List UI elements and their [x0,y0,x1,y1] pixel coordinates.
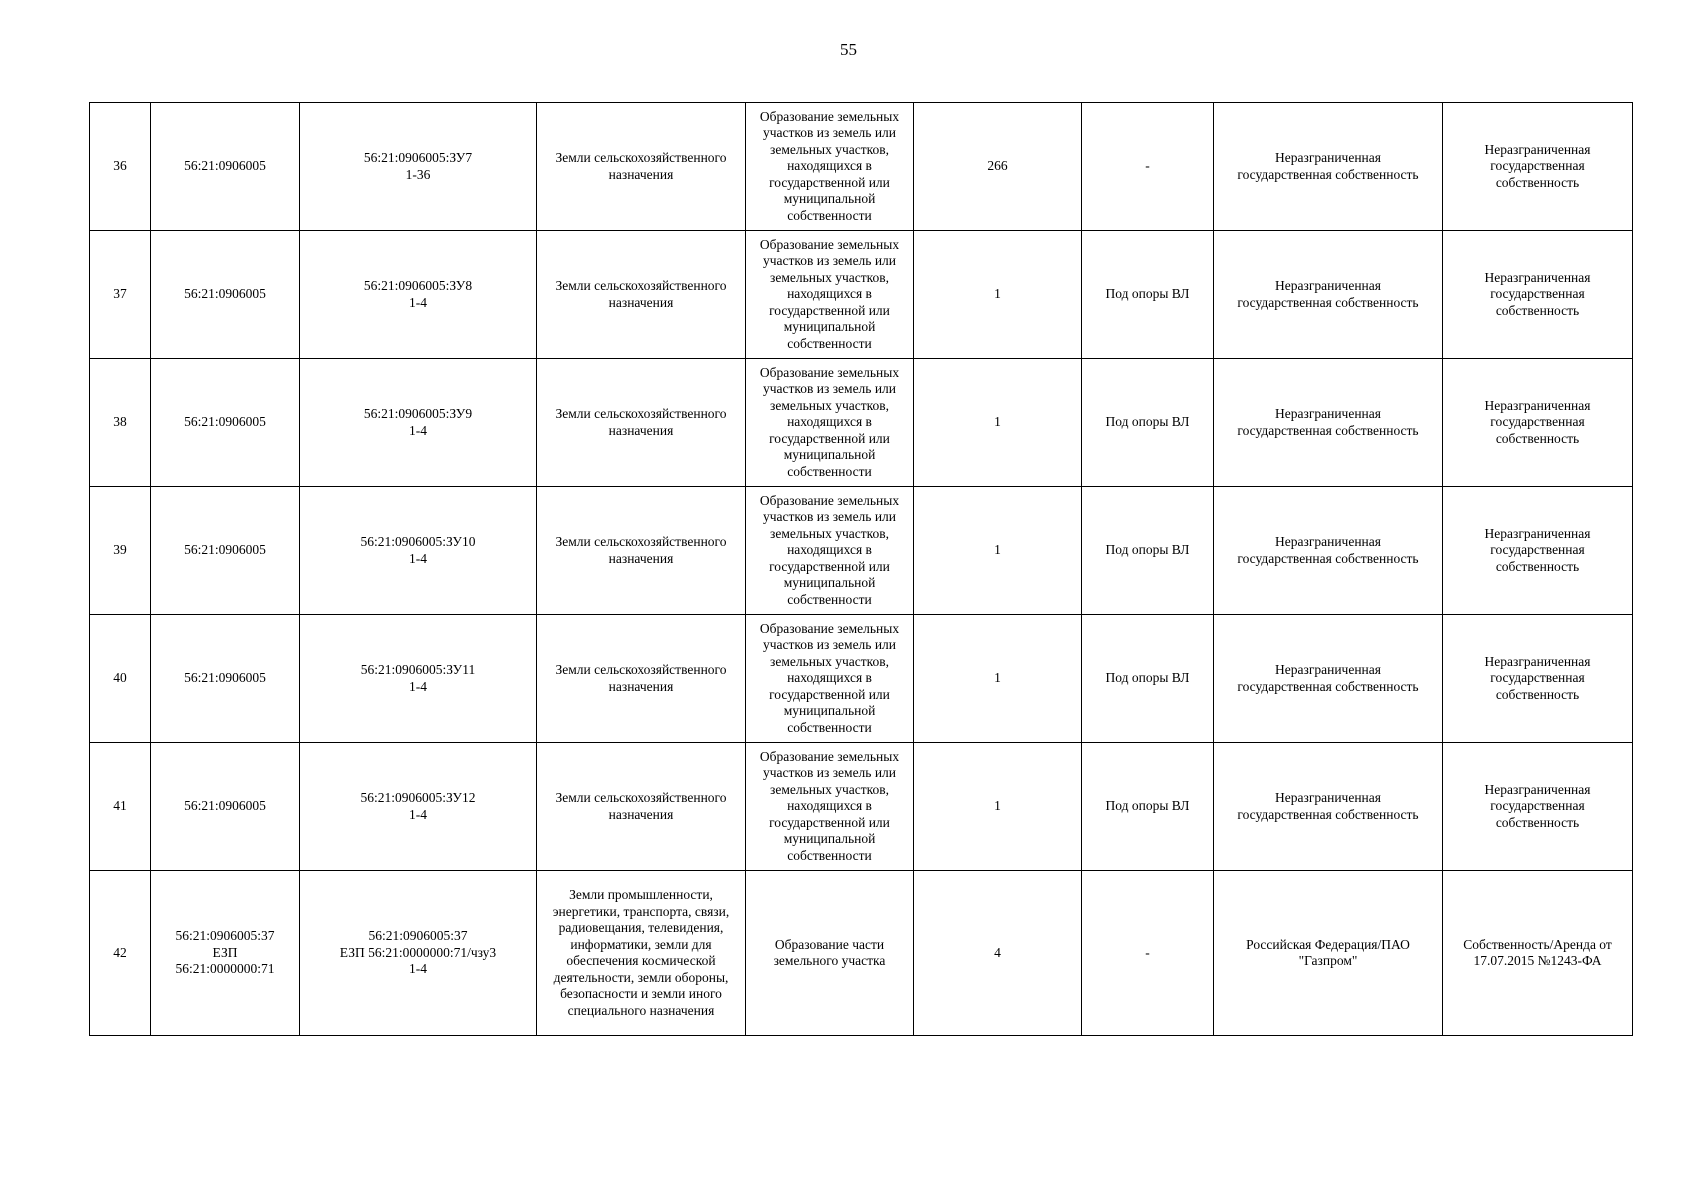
cell-land-category: Земли промышленности, энергетики, транспорта, связи, радиовещания, телевидения, информатики, земли для обеспечения космической деятельности, земли обороны, безопасности и земли иного специального назначения [537,871,746,1036]
cell-right-type: Неразграниченная государственная собственность [1443,743,1633,871]
cell-row-number: 39 [90,487,151,615]
cell-purpose: Под опоры ВЛ [1082,487,1214,615]
cell-area: 1 [914,615,1082,743]
cell-area: 1 [914,359,1082,487]
cell-right-type: Неразграниченная государственная собственность [1443,615,1633,743]
cell-formation-method: Образование части земельного участка [746,871,914,1036]
cell-purpose: Под опоры ВЛ [1082,359,1214,487]
cell-row-number: 41 [90,743,151,871]
cell-land-category: Земли сельскохозяйственного назначения [537,103,746,231]
cell-formation-method: Образование земельных участков из земель или земельных участков, находящихся в государственной или муниципальной собственности [746,487,914,615]
cell-land-category: Земли сельскохозяйственного назначения [537,743,746,871]
cell-owner: Неразграниченная государственная собственность [1214,487,1443,615]
cell-plot-designation: 56:21:0906005:ЗУ10 1-4 [300,487,537,615]
cell-owner: Российская Федерация/ПАО "Газпром" [1214,871,1443,1036]
cell-cadastral-block: 56:21:0906005:37 ЕЗП 56:21:0000000:71 [151,871,300,1036]
cell-area: 266 [914,103,1082,231]
cell-right-type: Неразграниченная государственная собственность [1443,359,1633,487]
cell-cadastral-block: 56:21:0906005 [151,743,300,871]
cell-owner: Неразграниченная государственная собственность [1214,743,1443,871]
cell-cadastral-block: 56:21:0906005 [151,103,300,231]
cell-plot-designation: 56:21:0906005:ЗУ7 1-36 [300,103,537,231]
cell-purpose: Под опоры ВЛ [1082,231,1214,359]
cell-right-type: Неразграниченная государственная собственность [1443,103,1633,231]
page-number: 55 [840,40,857,59]
cell-purpose: - [1082,871,1214,1036]
table-row [90,103,1633,231]
cell-area: 1 [914,743,1082,871]
cell-row-number: 36 [90,103,151,231]
cell-row-number: 40 [90,615,151,743]
cell-cadastral-block: 56:21:0906005 [151,615,300,743]
table-row [90,359,1633,487]
cell-area: 1 [914,231,1082,359]
cell-purpose: - [1082,103,1214,231]
cell-owner: Неразграниченная государственная собственность [1214,103,1443,231]
cell-row-number: 37 [90,231,151,359]
table-row [90,871,1633,1036]
cell-area: 1 [914,487,1082,615]
cell-owner: Неразграниченная государственная собственность [1214,615,1443,743]
cell-plot-designation: 56:21:0906005:ЗУ12 1-4 [300,743,537,871]
table-row [90,487,1633,615]
land-plots-table [89,102,1633,1036]
cell-cadastral-block: 56:21:0906005 [151,487,300,615]
cell-formation-method: Образование земельных участков из земель или земельных участков, находящихся в государственной или муниципальной собственности [746,359,914,487]
table-row [90,615,1633,743]
cell-plot-designation: 56:21:0906005:ЗУ8 1-4 [300,231,537,359]
cell-plot-designation: 56:21:0906005:37 ЕЗП 56:21:0000000:71/чзу3 1-4 [300,871,537,1036]
cell-land-category: Земли сельскохозяйственного назначения [537,231,746,359]
cell-plot-designation: 56:21:0906005:ЗУ11 1-4 [300,615,537,743]
cell-right-type: Неразграниченная государственная собственность [1443,231,1633,359]
table-row [90,231,1633,359]
cell-cadastral-block: 56:21:0906005 [151,359,300,487]
cell-formation-method: Образование земельных участков из земель или земельных участков, находящихся в государственной или муниципальной собственности [746,103,914,231]
cell-land-category: Земли сельскохозяйственного назначения [537,359,746,487]
cell-purpose: Под опоры ВЛ [1082,743,1214,871]
cell-area: 4 [914,871,1082,1036]
cell-purpose: Под опоры ВЛ [1082,615,1214,743]
cell-right-type: Неразграниченная государственная собственность [1443,487,1633,615]
cell-formation-method: Образование земельных участков из земель или земельных участков, находящихся в государственной или муниципальной собственности [746,743,914,871]
cell-formation-method: Образование земельных участков из земель или земельных участков, находящихся в государственной или муниципальной собственности [746,231,914,359]
cell-owner: Неразграниченная государственная собственность [1214,359,1443,487]
cell-formation-method: Образование земельных участков из земель или земельных участков, находящихся в государственной или муниципальной собственности [746,615,914,743]
cell-row-number: 38 [90,359,151,487]
cell-owner: Неразграниченная государственная собственность [1214,231,1443,359]
cell-cadastral-block: 56:21:0906005 [151,231,300,359]
cell-right-type: Собственность/Аренда от 17.07.2015 №1243-ФА [1443,871,1633,1036]
cell-plot-designation: 56:21:0906005:ЗУ9 1-4 [300,359,537,487]
cell-land-category: Земли сельскохозяйственного назначения [537,615,746,743]
cell-land-category: Земли сельскохозяйственного назначения [537,487,746,615]
cell-row-number: 42 [90,871,151,1036]
table-row [90,743,1633,871]
